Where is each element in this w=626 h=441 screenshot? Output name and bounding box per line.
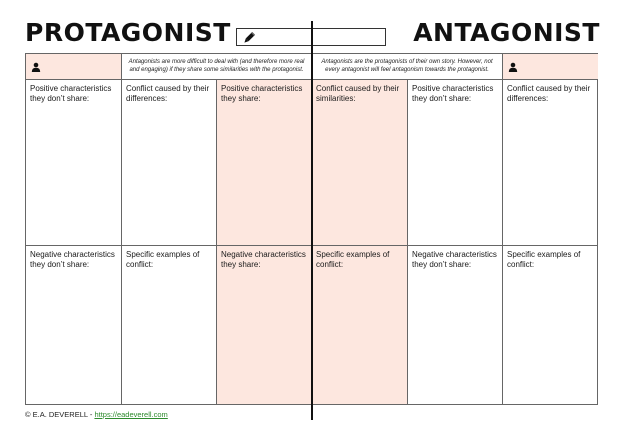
- antagonist-conflict-differences[interactable]: Conflict caused by their differences:: [503, 80, 598, 246]
- copyright-text: © E.A. DEVERELL -: [25, 410, 95, 419]
- pencil-icon: [242, 31, 256, 45]
- person-icon: [508, 62, 518, 72]
- center-divider: [311, 21, 313, 420]
- website-link[interactable]: https://eadeverell.com: [94, 410, 168, 419]
- protagonist-header-cell: [26, 54, 122, 80]
- protagonist-negative-shared[interactable]: Negative characteristics they share:: [217, 246, 312, 404]
- antagonist-title: ANTAGONIST: [413, 18, 600, 47]
- protagonist-title: PROTAGONIST: [25, 18, 231, 47]
- protagonist-positive-shared[interactable]: Positive characteristics they share:: [217, 80, 312, 246]
- protagonist-conflict-differences[interactable]: Conflict caused by their differences:: [122, 80, 217, 246]
- antagonist-negative-unshared[interactable]: Negative characteristics they don’t share:: [408, 246, 503, 404]
- person-icon: [31, 62, 41, 72]
- antagonist-conflict-similarities[interactable]: Conflict caused by their similarities:: [312, 80, 408, 246]
- protagonist-note: Antagonists are more difficult to deal with (and therefore more real and engaging) if they share some similarities with the protagonist.: [122, 54, 312, 80]
- antagonist-conflict-examples-shared[interactable]: Specific examples of conflict:: [312, 246, 408, 404]
- antagonist-header-cell: [503, 54, 598, 80]
- protagonist-conflict-examples[interactable]: Specific examples of conflict:: [122, 246, 217, 404]
- antagonist-note: Antagonists are the protagonists of their own story. However, not every antagonist will feel antagonism towards the protagonist.: [312, 54, 503, 80]
- antagonist-conflict-examples[interactable]: Specific examples of conflict:: [507, 250, 581, 269]
- protagonist-positive-unshared[interactable]: Positive characteristics they don’t share:: [26, 80, 122, 246]
- protagonist-negative-unshared[interactable]: Negative characteristics they don’t share:: [26, 246, 122, 404]
- antagonist-positive-unshared[interactable]: Positive characteristics they don’t share:: [408, 80, 503, 246]
- footer: [25, 410, 168, 419]
